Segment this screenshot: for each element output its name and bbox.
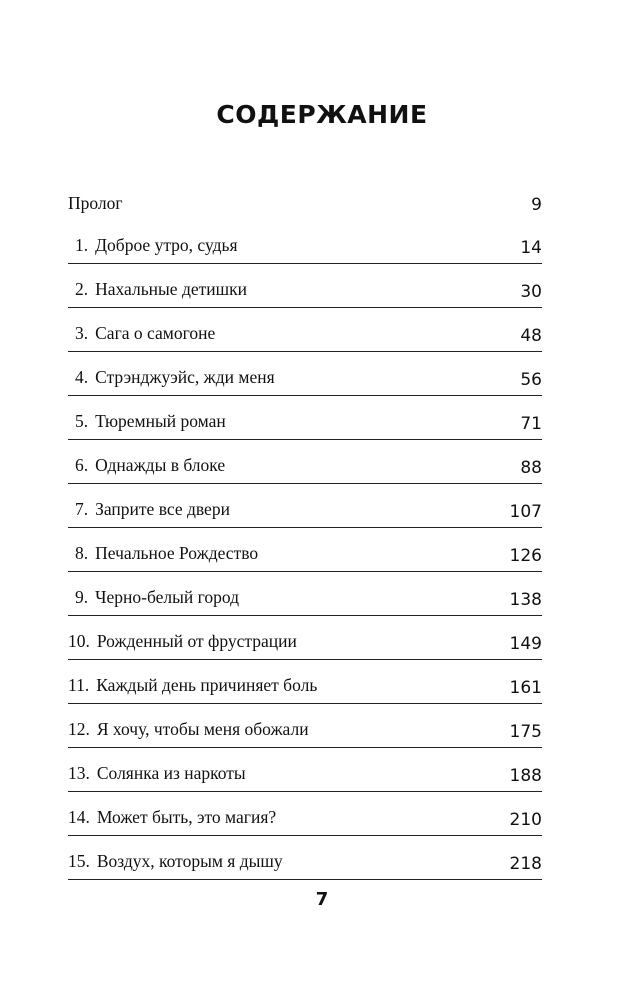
toc-entry-label: Тюремный роман xyxy=(95,411,226,431)
toc-entry-title xyxy=(68,235,238,256)
toc-entry xyxy=(68,792,542,836)
toc-entry-number: 5. xyxy=(75,411,89,431)
toc-entry-label: Доброе утро, судья xyxy=(95,235,238,255)
toc-entry-page: 149 xyxy=(509,634,542,654)
toc-entry xyxy=(68,484,542,528)
toc-entry-page: 71 xyxy=(520,414,542,434)
toc-entry-label: Однажды в блоке xyxy=(95,455,226,475)
toc-entry-number: 2. xyxy=(75,279,89,299)
toc-entry-label: Воздух, которым я дышу xyxy=(96,851,283,871)
toc-entry xyxy=(68,528,542,572)
toc-entry-label: Солянка из наркоты xyxy=(96,763,246,783)
toc-entry-title xyxy=(68,719,309,740)
toc-entry-number: 7. xyxy=(75,499,89,519)
toc-entry-title xyxy=(68,807,276,828)
toc-entry-page: 107 xyxy=(509,502,542,522)
toc-entry-page: 218 xyxy=(509,854,542,874)
toc-entry-page: 210 xyxy=(509,810,542,830)
toc-entry-label: Рожденный от фрустрации xyxy=(96,631,297,651)
toc-entry xyxy=(68,440,542,484)
toc-entry xyxy=(68,748,542,792)
toc-entry-number: 12. xyxy=(68,719,90,739)
toc-entry-number: 8. xyxy=(75,543,89,563)
toc-entry-label: Я хочу, чтобы меня обожали xyxy=(96,719,309,739)
toc-entry xyxy=(68,572,542,616)
page-number: 7 xyxy=(315,889,329,910)
toc-entry-label: Черно-белый город xyxy=(95,587,240,607)
toc-entry-number: 14. xyxy=(68,807,90,827)
toc-entry-number: 1. xyxy=(75,235,89,255)
toc-entry xyxy=(68,308,542,352)
toc-entry-title xyxy=(68,631,297,652)
toc-entry-title xyxy=(68,587,239,608)
toc-entry-title xyxy=(68,455,225,476)
toc-entry-label: Может быть, это магия? xyxy=(96,807,277,827)
toc-entry-title: Пролог xyxy=(68,193,123,213)
toc-entry-label: Стрэнджуэйс, жди меня xyxy=(95,367,275,387)
toc-entry xyxy=(68,836,542,880)
toc-entry-label: Печальное Рождество xyxy=(95,543,259,563)
toc-entry-title xyxy=(68,543,258,564)
toc-entry-page: 161 xyxy=(509,678,542,698)
toc-entry-title xyxy=(68,499,230,520)
toc-entry-page: 30 xyxy=(520,282,542,302)
toc-entry-number: 6. xyxy=(75,455,89,475)
toc-entry-page: 175 xyxy=(509,722,542,742)
toc-entry-number: 10. xyxy=(68,631,90,651)
toc-entry-page: 188 xyxy=(509,766,542,786)
toc-entry-page: 48 xyxy=(520,326,542,346)
toc-entry-title xyxy=(68,675,317,696)
table-of-contents xyxy=(68,176,542,880)
toc-entry-title xyxy=(68,279,247,300)
toc-entry-number: 3. xyxy=(75,323,89,343)
toc-entry-label: Заприте все двери xyxy=(95,499,230,519)
toc-entry-page: 138 xyxy=(509,590,542,610)
toc-entry-title xyxy=(68,367,275,388)
toc-entry-title xyxy=(68,323,215,344)
toc-entry xyxy=(68,660,542,704)
toc-entry xyxy=(68,352,542,396)
toc-entry-page: 88 xyxy=(520,458,542,478)
toc-entry-prolog xyxy=(68,176,542,220)
toc-entry xyxy=(68,616,542,660)
toc-entry-title xyxy=(68,411,226,432)
toc-entry-number: 9. xyxy=(75,587,89,607)
toc-entry xyxy=(68,704,542,748)
toc-entry-page: 56 xyxy=(520,370,542,390)
toc-entry xyxy=(68,396,542,440)
toc-entry-number: 4. xyxy=(75,367,89,387)
toc-entry xyxy=(68,264,542,308)
toc-entry-number: 11. xyxy=(68,675,90,695)
toc-entry-page: 14 xyxy=(520,238,542,258)
toc-entry-page: 126 xyxy=(509,546,542,566)
toc-entry-title xyxy=(68,851,283,872)
toc-entry-page: 9 xyxy=(531,195,542,215)
toc-entry-label: Каждый день причиняет боль xyxy=(96,675,318,695)
page-title: СОДЕРЖАНИЕ xyxy=(216,100,428,129)
chapter-list xyxy=(68,220,542,880)
toc-entry-label: Сага о самогоне xyxy=(95,323,216,343)
toc-entry-number: 15. xyxy=(68,851,90,871)
toc-entry xyxy=(68,220,542,264)
toc-entry-label: Нахальные детишки xyxy=(95,279,247,299)
toc-entry-title xyxy=(68,763,246,784)
toc-entry-number: 13. xyxy=(68,763,90,783)
